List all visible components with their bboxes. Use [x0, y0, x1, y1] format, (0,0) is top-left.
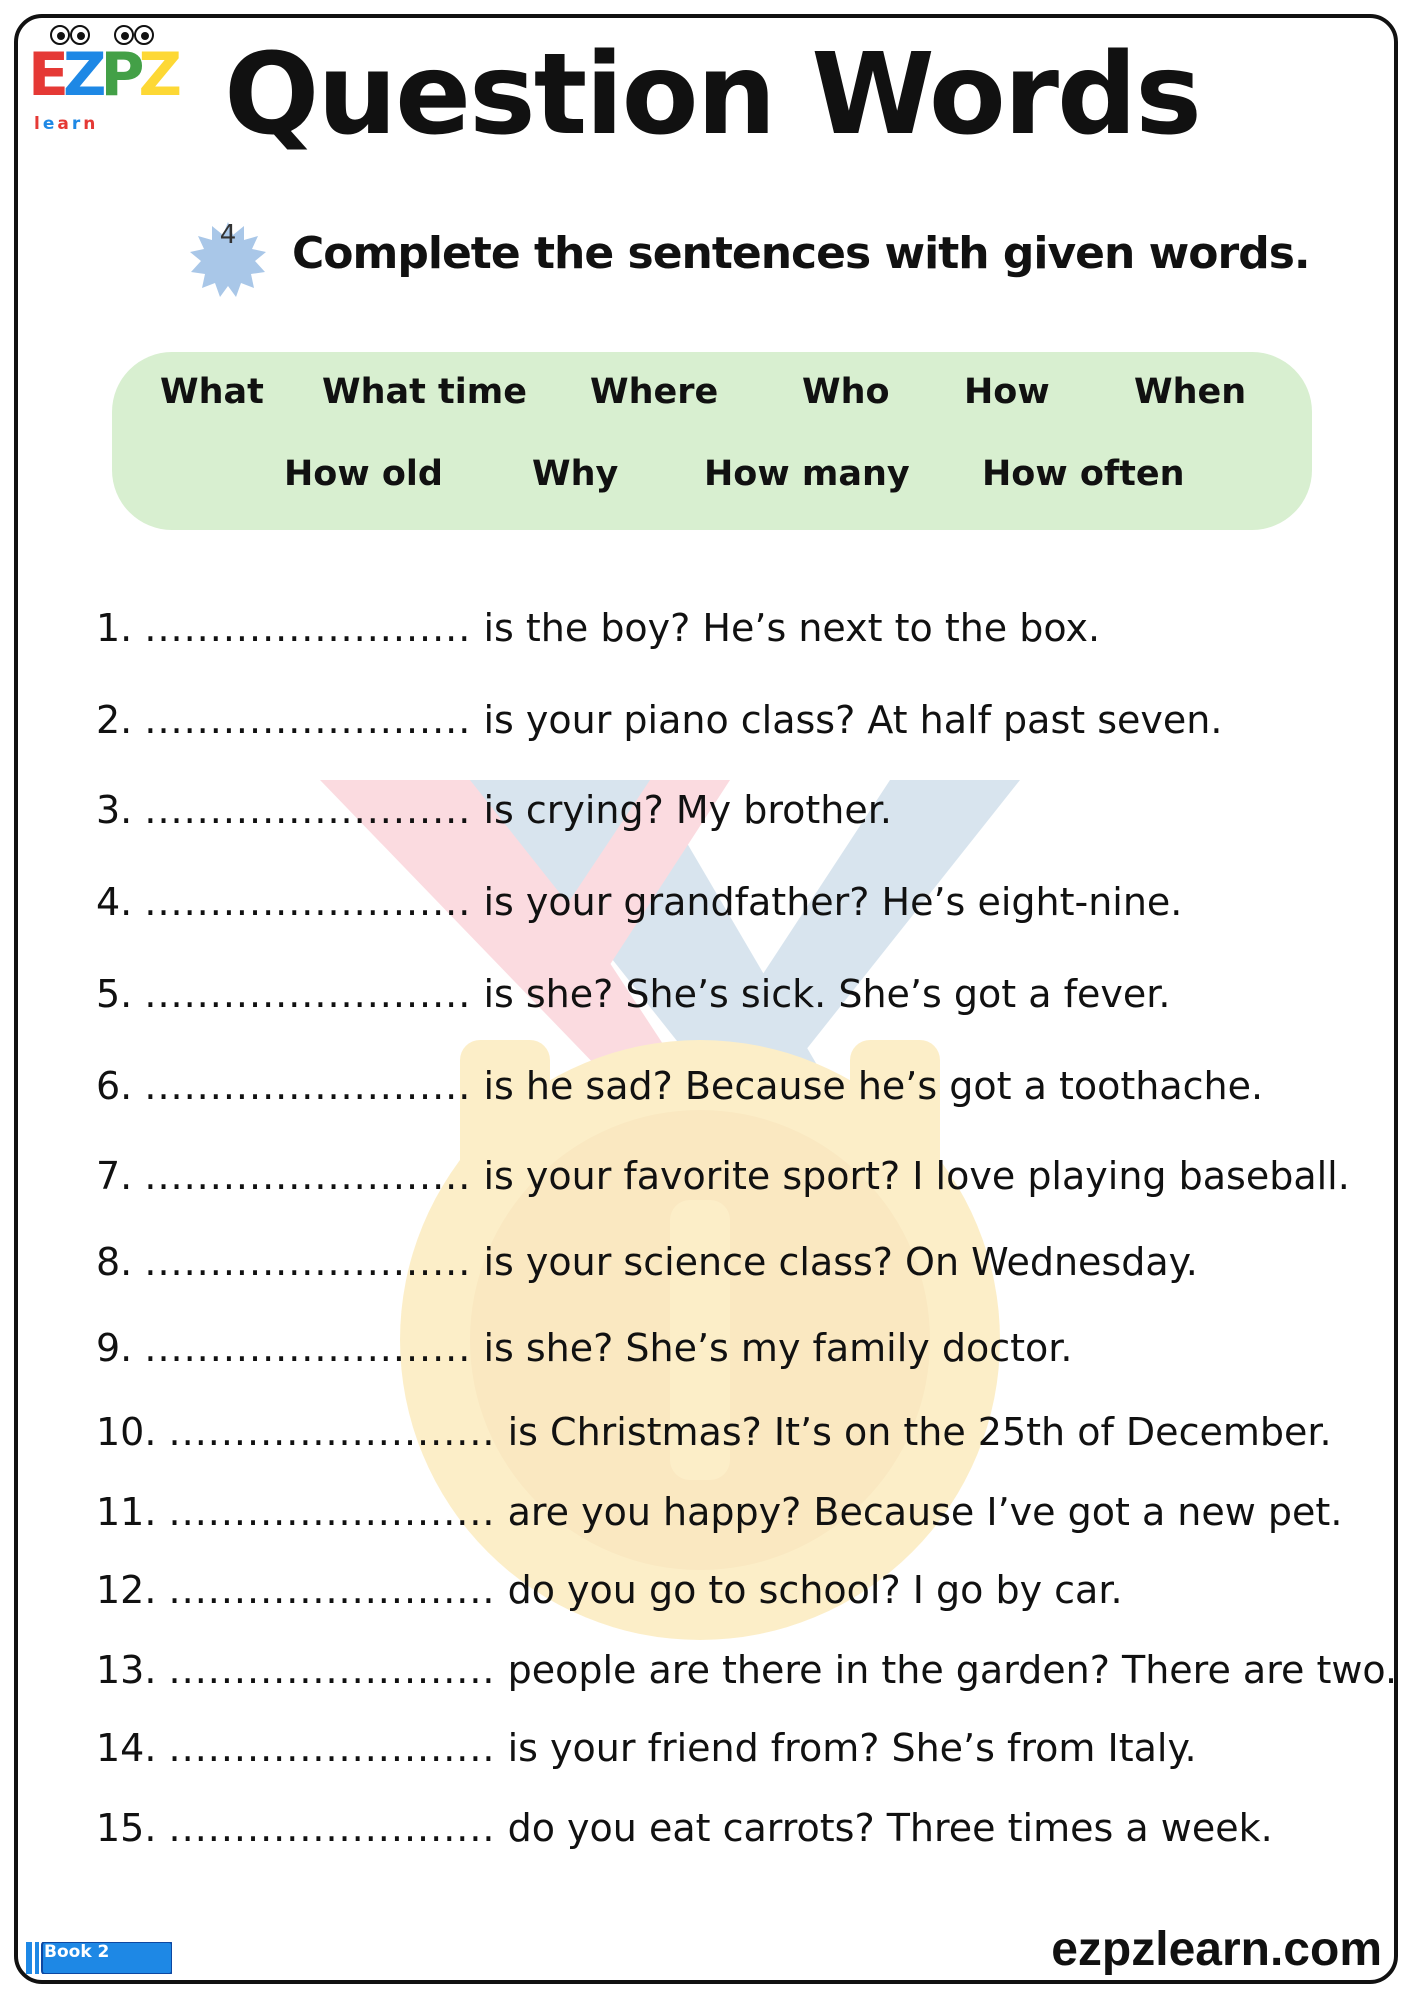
exercise-number-badge [188, 220, 268, 300]
exercise-number: 4 [219, 220, 237, 250]
list-item: 13. ......................... people are there in the garden? There are two. [96, 1648, 1398, 1692]
word-bank-item: Who [802, 372, 890, 412]
answer-blank[interactable]: ......................... [168, 1806, 496, 1850]
logo-subtext: learn [34, 114, 99, 134]
word-bank-item: When [1134, 372, 1247, 412]
word-bank-item: How often [982, 454, 1185, 494]
logo-letters: EZPZ [28, 40, 177, 110]
answer-blank[interactable]: ......................... [144, 606, 472, 650]
page-title: Question Words [224, 30, 1200, 160]
list-item: 12. ......................... do you go to school? I go by car. [96, 1568, 1123, 1612]
answer-blank[interactable]: ......................... [168, 1726, 496, 1770]
word-bank-item: How many [704, 454, 910, 494]
list-item: 7. ......................... is your favorite sport? I love playing baseball. [96, 1154, 1350, 1198]
website-url: ezpzlearn.com [1051, 1923, 1382, 1976]
word-bank [112, 352, 1312, 530]
answer-blank[interactable]: ......................... [144, 698, 472, 742]
list-item: 6. ......................... is he sad? Because he’s got a toothache. [96, 1064, 1264, 1108]
list-item: 10. ......................... is Christmas? It’s on the 25th of December. [96, 1410, 1332, 1454]
answer-blank[interactable]: ......................... [144, 788, 472, 832]
word-bank-item: What [160, 372, 264, 412]
list-item: 14. ......................... is your friend from? She’s from Italy. [96, 1726, 1197, 1770]
word-bank-item: Why [532, 454, 619, 494]
answer-blank[interactable]: ......................... [144, 1154, 472, 1198]
list-item: 2. ......................... is your piano class? At half past seven. [96, 698, 1223, 742]
answer-blank[interactable]: ......................... [168, 1490, 496, 1534]
answer-blank[interactable]: ......................... [168, 1568, 496, 1612]
list-item: 11. ......................... are you happy? Because I’ve got a new pet. [96, 1490, 1343, 1534]
list-item: 3. ......................... is crying? My brother. [96, 788, 892, 832]
word-bank-item: Where [590, 372, 719, 412]
book-label: Book 2 [44, 1942, 110, 1962]
list-item: 1. ......................... is the boy? He’s next to the box. [96, 606, 1101, 650]
list-item: 4. ......................... is your grandfather? He’s eight-nine. [96, 880, 1183, 924]
list-item: 15. ......................... do you eat carrots? Three times a week. [96, 1806, 1273, 1850]
word-bank-item: How [964, 372, 1050, 412]
list-item: 5. ......................... is she? She’s sick. She’s got a fever. [96, 972, 1171, 1016]
word-bank-item: What time [322, 372, 527, 412]
answer-blank[interactable]: ......................... [144, 1240, 472, 1284]
list-item: 8. ......................... is your science class? On Wednesday. [96, 1240, 1198, 1284]
word-bank-item: How old [284, 454, 443, 494]
exercise-instruction: Complete the sentences with given words. [292, 228, 1310, 279]
answer-blank[interactable]: ......................... [144, 972, 472, 1016]
answer-blank[interactable]: ......................... [144, 880, 472, 924]
answer-blank[interactable]: ......................... [168, 1410, 496, 1454]
answer-blank[interactable]: ......................... [144, 1064, 472, 1108]
answer-blank[interactable]: ......................... [144, 1326, 472, 1370]
answer-blank[interactable]: ......................... [168, 1648, 496, 1692]
list-item: 9. ......................... is she? She’s my family doctor. [96, 1326, 1073, 1370]
